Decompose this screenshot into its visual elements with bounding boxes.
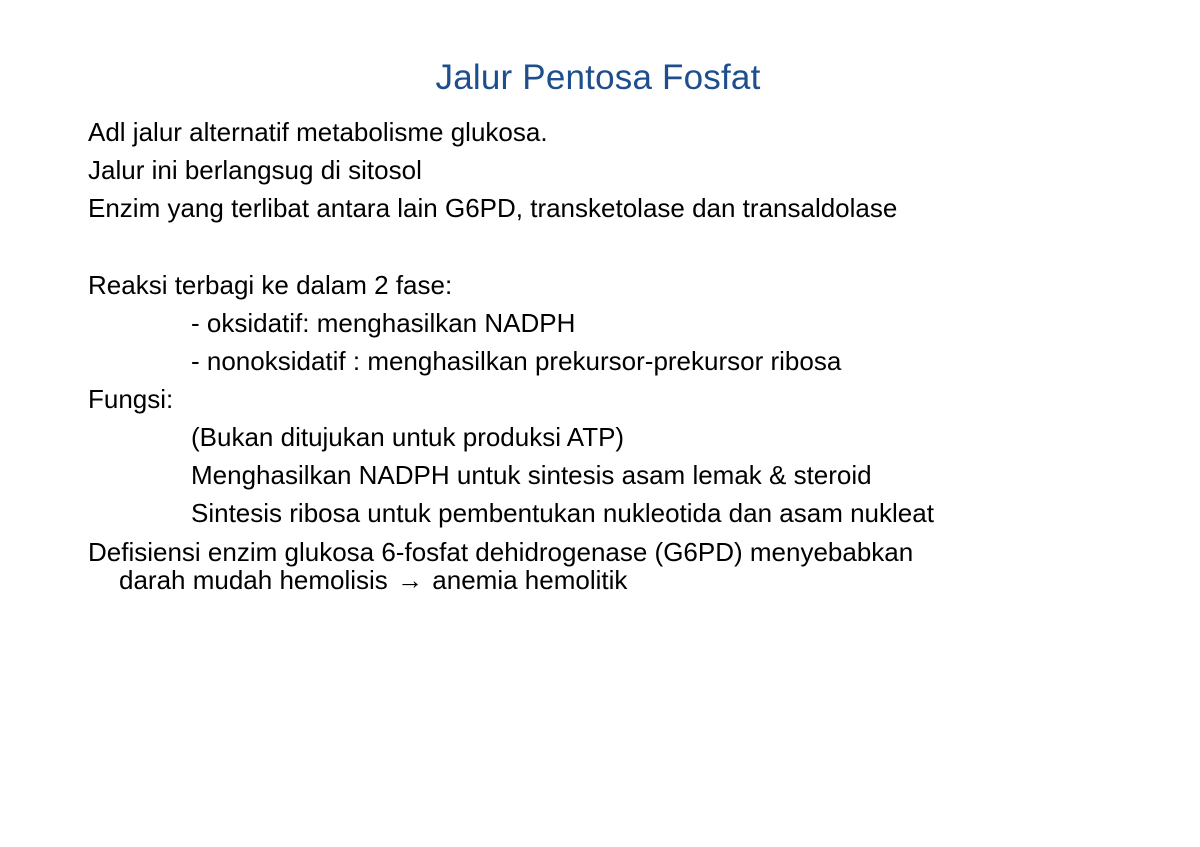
reaksi-item-oksidatif: - oksidatif: menghasilkan NADPH [191,308,576,338]
defisiensi-effect: anemia hemolitik [432,565,628,595]
fungsi-item-atp: (Bukan ditujukan untuk produksi ATP) [191,422,625,452]
defisiensi-line-1: Defisiensi enzim glukosa 6-fosfat dehidrogenase (G6PD) menyebabkan [88,537,914,567]
defisiensi-paragraph [88,538,1168,594]
fungsi-heading: Fungsi: [88,384,174,414]
fungsi-item-nadph: Menghasilkan NADPH untuk sintesis asam lemak & steroid [191,460,872,490]
blank-line [88,227,1168,266]
fungsi-item-ribosa: Sintesis ribosa untuk pembentukan nukleotida dan asam nukleat [191,498,934,528]
intro-line-3: Enzim yang terlibat antara lain G6PD, transketolase dan transaldolase [88,193,898,223]
intro-line-2: Jalur ini berlangsug di sitosol [88,155,422,185]
slide-body [88,113,1168,594]
right-arrow-icon: → [397,565,424,595]
intro-line-1: Adl jalur alternatif metabolisme glukosa. [88,117,548,147]
defisiensi-cause: darah mudah hemolisis [119,565,388,595]
slide-title: Jalur Pentosa Fosfat [435,58,761,97]
defisiensi-line-2 [88,566,1168,594]
reaksi-item-nonoksidatif: - nonoksidatif : menghasilkan prekursor-prekursor ribosa [191,346,842,376]
reaksi-heading: Reaksi terbagi ke dalam 2 fase: [88,270,453,300]
